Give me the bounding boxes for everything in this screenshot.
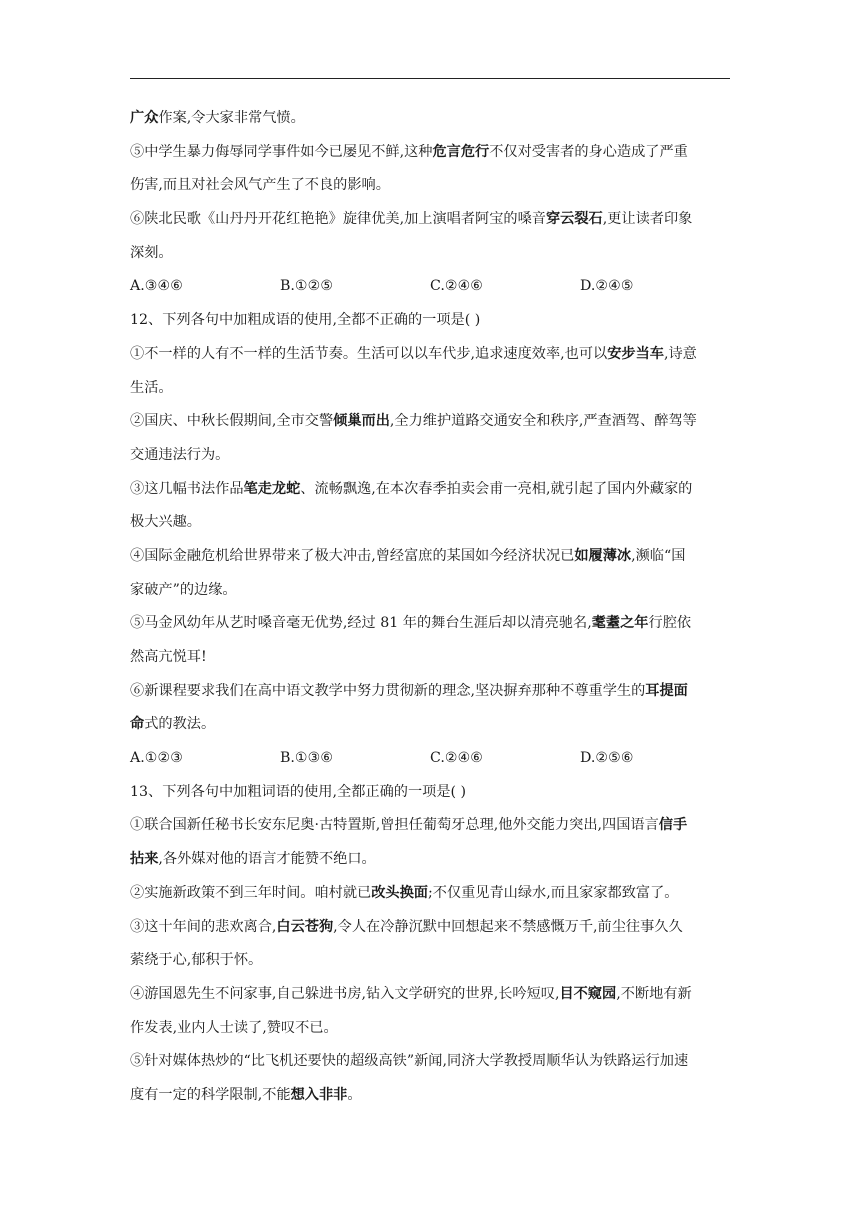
text-segment: ⑥新课程要求我们在高中语文教学中努力贯彻新的理念,坚决摒弃那种不尊重学生的	[130, 682, 646, 699]
text-line	[130, 405, 730, 439]
text-segment: 作发表,业内人士读了,赞叹不已。	[130, 1019, 338, 1036]
text-line	[130, 708, 730, 742]
text-segment: ⑤中学生暴力侮辱同学事件如今已屡见不鲜,这种	[130, 143, 433, 160]
text-line	[130, 641, 730, 675]
bold-term: 信手	[658, 817, 688, 834]
text-segment: ⑤马金风幼年从艺时嗓音毫无优势,经过 81 年的舞台生涯后却以清亮驰名,	[130, 615, 592, 632]
answer-option: B.①③⑥	[280, 750, 334, 767]
text-line	[130, 574, 730, 608]
bold-term: 安步当车	[607, 345, 664, 362]
text-line	[130, 203, 730, 237]
text-line	[130, 304, 730, 338]
bold-term: 如履薄冰	[574, 547, 632, 564]
text-segment: 12、下列各句中加粗成语的使用,全都不正确的一项是( )	[130, 312, 481, 329]
bold-term: 耳提面	[645, 682, 688, 699]
text-line	[130, 136, 730, 170]
text-segment: ⑤针对媒体热炒的“比飞机还要快的超级高铁”新闻,同济大学教授周顺华认为铁路运行加速	[130, 1053, 689, 1070]
text-segment: 。	[347, 1086, 362, 1103]
bold-term: 广众	[130, 110, 159, 126]
text-line	[130, 169, 730, 203]
answer-option: A.③④⑥	[130, 278, 183, 295]
text-line	[130, 506, 730, 540]
text-line	[130, 911, 730, 945]
header-rule	[130, 78, 730, 79]
bold-term: 想入非非	[290, 1086, 348, 1103]
bold-term: 倾巢而出	[333, 413, 390, 430]
text-segment: ①联合国新任秘书长安东尼奥·古特置斯,曾担任葡萄牙总理,他外交能力突出,四国语言	[130, 817, 659, 834]
text-line	[130, 843, 730, 877]
bold-term: 改头换面	[371, 884, 428, 901]
text-line	[130, 338, 730, 372]
answer-option: B.①②⑤	[280, 278, 334, 295]
text-segment: ⑥陕北民歌《山丹丹开花红艳艳》旋律优美,加上演唱者阿宝的嗓音	[130, 211, 546, 228]
text-line	[130, 944, 730, 978]
bold-term: 目不窥园	[559, 985, 617, 1002]
text-line	[130, 237, 730, 271]
text-line	[130, 372, 730, 406]
text-line	[130, 607, 730, 641]
text-segment: 萦绕于心,郁积于怀。	[130, 952, 263, 969]
text-line	[130, 877, 730, 911]
bold-term: 穿云裂石	[545, 211, 603, 228]
bold-term: 耄耋之年	[591, 615, 649, 632]
answer-options	[130, 742, 730, 776]
answer-option: C.②④⑥	[430, 750, 484, 767]
text-segment: ③这十年间的悲欢离合,	[130, 918, 277, 935]
text-line	[130, 776, 730, 810]
bold-term: 危言危行	[432, 143, 490, 160]
text-segment: 度有一定的科学限制,不能	[130, 1086, 291, 1103]
text-segment: 伤害,而且对社会风气产生了不良的影响。	[130, 177, 390, 194]
text-segment: 家破产”的边缘。	[130, 581, 237, 598]
document-body	[130, 102, 730, 1113]
answer-option: A.①②③	[130, 750, 183, 767]
text-line	[130, 102, 730, 136]
text-line	[130, 809, 730, 843]
text-segment: ④游国恩先生不问家事,自己躲进书房,钻入文学研究的世界,长吟短叹,	[130, 985, 560, 1002]
text-segment: 极大兴趣。	[130, 514, 201, 531]
text-segment: ,全力维护道路交通安全和秩序,严查酒驾、醉驾等	[389, 413, 697, 430]
text-line	[130, 978, 730, 1012]
text-line	[130, 1012, 730, 1046]
text-segment: ,濒临“国	[631, 547, 686, 564]
text-segment: 式的教法。	[144, 716, 216, 733]
text-segment: 交通违法行为。	[130, 446, 230, 463]
text-segment: 作案,令大家非常气愤。	[158, 110, 305, 126]
bold-term: 拈来	[130, 851, 159, 868]
text-segment: ①不一样的人有不一样的生活节奏。生活可以以车代步,追求速度效率,也可以	[130, 345, 608, 362]
text-line	[130, 540, 730, 574]
text-segment: 生活。	[130, 379, 173, 396]
text-segment: 13、下列各句中加粗词语的使用,全都正确的一项是( )	[130, 783, 467, 800]
answer-option: D.②⑤⑥	[580, 750, 634, 767]
text-segment: ④国际金融危机给世界带来了极大冲击,曾经富庶的某国如今经济状况已	[130, 547, 575, 564]
answer-option: C.②④⑥	[430, 278, 484, 295]
bold-term: 笔走龙蛇	[243, 480, 301, 497]
text-segment: ,不断地有新	[616, 985, 692, 1002]
text-segment: ,诗意	[663, 345, 697, 362]
text-line	[130, 1079, 730, 1113]
bold-term: 白云苍狗	[276, 918, 334, 935]
text-segment: 深刻。	[130, 244, 173, 261]
text-line	[130, 439, 730, 473]
text-segment: 、流畅飘逸,在本次春季拍卖会甫一亮相,就引起了国内外藏家的	[300, 480, 693, 497]
text-segment: 不仅对受害者的身心造成了严重	[489, 143, 688, 160]
text-segment: ;不仅重见青山绿水,而且家家都致富了。	[427, 884, 679, 901]
text-segment: ,各外媒对他的语言才能赞不绝口。	[158, 851, 376, 868]
text-segment: ②实施新政策不到三年时间。咱村就已	[130, 884, 372, 901]
text-segment: ,更让读者印象	[602, 211, 693, 228]
text-segment: 行腔依	[648, 615, 692, 632]
bold-term: 命	[130, 716, 145, 733]
text-segment: ②国庆、中秋长假期间,全市交警	[130, 413, 334, 430]
text-segment: ③这几幅书法作品	[130, 480, 244, 497]
text-line	[130, 473, 730, 507]
text-segment: 然高亢悦耳!	[130, 649, 207, 665]
answer-option: D.②④⑤	[580, 278, 634, 295]
text-line	[130, 1045, 730, 1079]
text-segment: ,令人在冷静沉默中回想起来不禁感慨万千,前尘往事久久	[333, 918, 683, 935]
answer-options	[130, 270, 730, 304]
text-line	[130, 675, 730, 709]
